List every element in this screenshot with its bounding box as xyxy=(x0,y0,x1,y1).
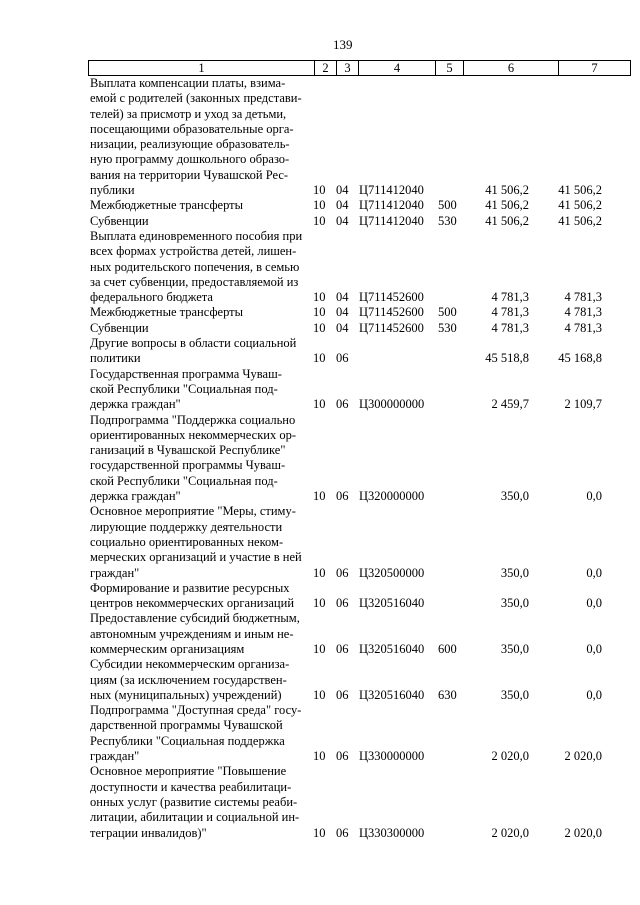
table-row xyxy=(0,504,640,580)
cell-c4: Ц711452600 xyxy=(359,290,424,305)
table-row xyxy=(0,229,640,305)
cell-c6: 41 506,2 xyxy=(485,183,529,198)
cell-c3: 04 xyxy=(336,213,349,228)
table-row xyxy=(0,321,640,336)
cell-c2: 10 xyxy=(313,489,326,504)
cell-c3: 04 xyxy=(336,290,349,305)
column-header-6: 6 xyxy=(464,61,559,76)
cell-c4: Ц330300000 xyxy=(359,825,425,840)
cell-c4: Ц320000000 xyxy=(359,489,425,504)
cell-c4: Ц320500000 xyxy=(359,565,425,580)
table-row xyxy=(0,367,640,413)
row-description: Выплата единовременного пособия при всех формах устройства детей, лишен- ных родительского попечения, в семью за счет субвенции, предоставляемой из федерального бюджета xyxy=(90,228,303,305)
cell-c3: 06 xyxy=(336,687,349,702)
cell-c4: Ц300000000 xyxy=(359,397,425,412)
column-header-7: 7 xyxy=(559,61,631,76)
cell-c3: 06 xyxy=(336,749,349,764)
cell-c7: 0,0 xyxy=(586,596,602,611)
cell-c7: 45 168,8 xyxy=(558,351,602,366)
table-row xyxy=(0,703,640,764)
cell-c2: 10 xyxy=(313,351,326,366)
cell-c6: 45 518,8 xyxy=(485,351,529,366)
cell-c6: 4 781,3 xyxy=(491,305,529,320)
cell-c7: 41 506,2 xyxy=(558,198,602,213)
table-row xyxy=(0,76,640,198)
cell-c6: 350,0 xyxy=(500,641,529,656)
cell-c7: 41 506,2 xyxy=(558,213,602,228)
cell-c2: 10 xyxy=(313,290,326,305)
row-description: Формирование и развитие ресурсных центров некоммерческих организаций xyxy=(90,580,295,611)
table-row xyxy=(0,764,640,840)
cell-c6: 350,0 xyxy=(500,596,529,611)
cell-c7: 4 781,3 xyxy=(564,290,602,305)
cell-c6: 2 459,7 xyxy=(491,397,529,412)
cell-c2: 10 xyxy=(313,687,326,702)
cell-c3: 06 xyxy=(336,641,349,656)
row-description: Межбюджетные трансферты xyxy=(90,198,244,213)
cell-c4: Ц711412040 xyxy=(359,198,424,213)
cell-c6: 350,0 xyxy=(500,687,529,702)
page-number: 139 xyxy=(333,37,353,52)
row-description: Субвенции xyxy=(90,213,149,228)
cell-c4: Ц330000000 xyxy=(359,749,425,764)
cell-c7: 4 781,3 xyxy=(564,320,602,335)
cell-c4: Ц320516040 xyxy=(359,687,425,702)
cell-c5: 530 xyxy=(438,320,457,335)
cell-c3: 06 xyxy=(336,489,349,504)
row-description: Основное мероприятие "Повышение доступности и качества реабилитаци- онных услуг (развитие системы реаби- литации, абилитации и социальной ин- теграции инвалидов)" xyxy=(90,764,300,840)
table-row xyxy=(0,581,640,612)
cell-c3: 04 xyxy=(336,198,349,213)
cell-c2: 10 xyxy=(313,305,326,320)
row-description: Межбюджетные трансферты xyxy=(90,305,244,320)
cell-c2: 10 xyxy=(313,198,326,213)
row-description: Подпрограмма "Поддержка социально ориентированных некоммерческих ор- ганизаций в Чувашской Республике" государственной программы Чуваш- ской Республики "Социальная под- держка граждан" xyxy=(90,412,297,504)
cell-c6: 4 781,3 xyxy=(491,290,529,305)
table-row xyxy=(0,214,640,229)
row-description: Другие вопросы в области социальной политики xyxy=(90,336,297,366)
cell-c5: 630 xyxy=(438,687,457,702)
cell-c5: 500 xyxy=(438,305,457,320)
column-header-4: 4 xyxy=(359,61,436,76)
cell-c3: 04 xyxy=(336,320,349,335)
cell-c7: 2 020,0 xyxy=(564,749,602,764)
column-header-3: 3 xyxy=(337,61,359,76)
cell-c2: 10 xyxy=(313,183,326,198)
table-row xyxy=(0,611,640,657)
cell-c4: Ц711412040 xyxy=(359,183,424,198)
cell-c7: 0,0 xyxy=(586,565,602,580)
cell-c6: 2 020,0 xyxy=(491,749,529,764)
table-body xyxy=(0,76,640,841)
cell-c6: 350,0 xyxy=(500,565,529,580)
row-description: Субсидии некоммерческим организа- циям (за исключением государствен- ных (муниципальных) учреждений) xyxy=(90,657,290,702)
row-description: Подпрограмма "Доступная среда" госу- дарственной программы Чувашской Республики "Социальная поддержка граждан" xyxy=(90,703,302,764)
table-row xyxy=(0,657,640,703)
cell-c2: 10 xyxy=(313,320,326,335)
column-header-2: 2 xyxy=(315,61,337,76)
row-description: Субвенции xyxy=(90,320,149,335)
row-description: Предоставление субсидий бюджетным, автономным учреждениям и иным не- коммерческим организациям xyxy=(90,611,300,656)
table-row xyxy=(0,198,640,213)
cell-c5: 600 xyxy=(438,641,457,656)
cell-c7: 0,0 xyxy=(586,489,602,504)
cell-c6: 350,0 xyxy=(500,489,529,504)
table-row xyxy=(0,336,640,367)
cell-c6: 41 506,2 xyxy=(485,198,529,213)
cell-c2: 10 xyxy=(313,825,326,840)
cell-c5: 530 xyxy=(438,213,457,228)
row-description: Основное мероприятие "Меры, стиму- лирующие поддержку деятельности социально ориентированных неком- мерческих организаций и участие в ней граждан" xyxy=(90,504,302,580)
cell-c4: Ц320516040 xyxy=(359,641,425,656)
cell-c3: 06 xyxy=(336,565,349,580)
cell-c7: 0,0 xyxy=(586,641,602,656)
table-row xyxy=(0,413,640,505)
cell-c3: 06 xyxy=(336,596,349,611)
cell-c6: 41 506,2 xyxy=(485,213,529,228)
row-description: Выплата компенсации платы, взима- емой с родителей (законных представи- телей) за присмотр и уход за детьми, посещающими образовательные орга- низации, реализующие образователь- ную программу дошкольного образо- вания на территории Чувашской Рес- публики xyxy=(90,76,302,198)
cell-c3: 06 xyxy=(336,397,349,412)
cell-c6: 2 020,0 xyxy=(491,825,529,840)
row-description: Государственная программа Чуваш- ской Республики "Социальная под- держка граждан" xyxy=(90,366,282,412)
cell-c3: 06 xyxy=(336,351,349,366)
column-header-5: 5 xyxy=(436,61,464,76)
cell-c7: 2 109,7 xyxy=(564,397,602,412)
cell-c4: Ц711412040 xyxy=(359,213,424,228)
cell-c4: Ц320516040 xyxy=(359,596,425,611)
cell-c6: 4 781,3 xyxy=(491,320,529,335)
cell-c2: 10 xyxy=(313,565,326,580)
cell-c7: 0,0 xyxy=(586,687,602,702)
cell-c4: Ц711452600 xyxy=(359,320,424,335)
cell-c2: 10 xyxy=(313,641,326,656)
cell-c2: 10 xyxy=(313,213,326,228)
cell-c7: 41 506,2 xyxy=(558,183,602,198)
column-header-table xyxy=(88,60,631,76)
cell-c3: 04 xyxy=(336,183,349,198)
cell-c5: 500 xyxy=(438,198,457,213)
cell-c2: 10 xyxy=(313,596,326,611)
column-header-1: 1 xyxy=(89,61,315,76)
cell-c2: 10 xyxy=(313,749,326,764)
cell-c3: 04 xyxy=(336,305,349,320)
cell-c3: 06 xyxy=(336,825,349,840)
cell-c7: 4 781,3 xyxy=(564,305,602,320)
cell-c4: Ц711452600 xyxy=(359,305,424,320)
cell-c2: 10 xyxy=(313,397,326,412)
cell-c7: 2 020,0 xyxy=(564,825,602,840)
table-row xyxy=(0,305,640,320)
